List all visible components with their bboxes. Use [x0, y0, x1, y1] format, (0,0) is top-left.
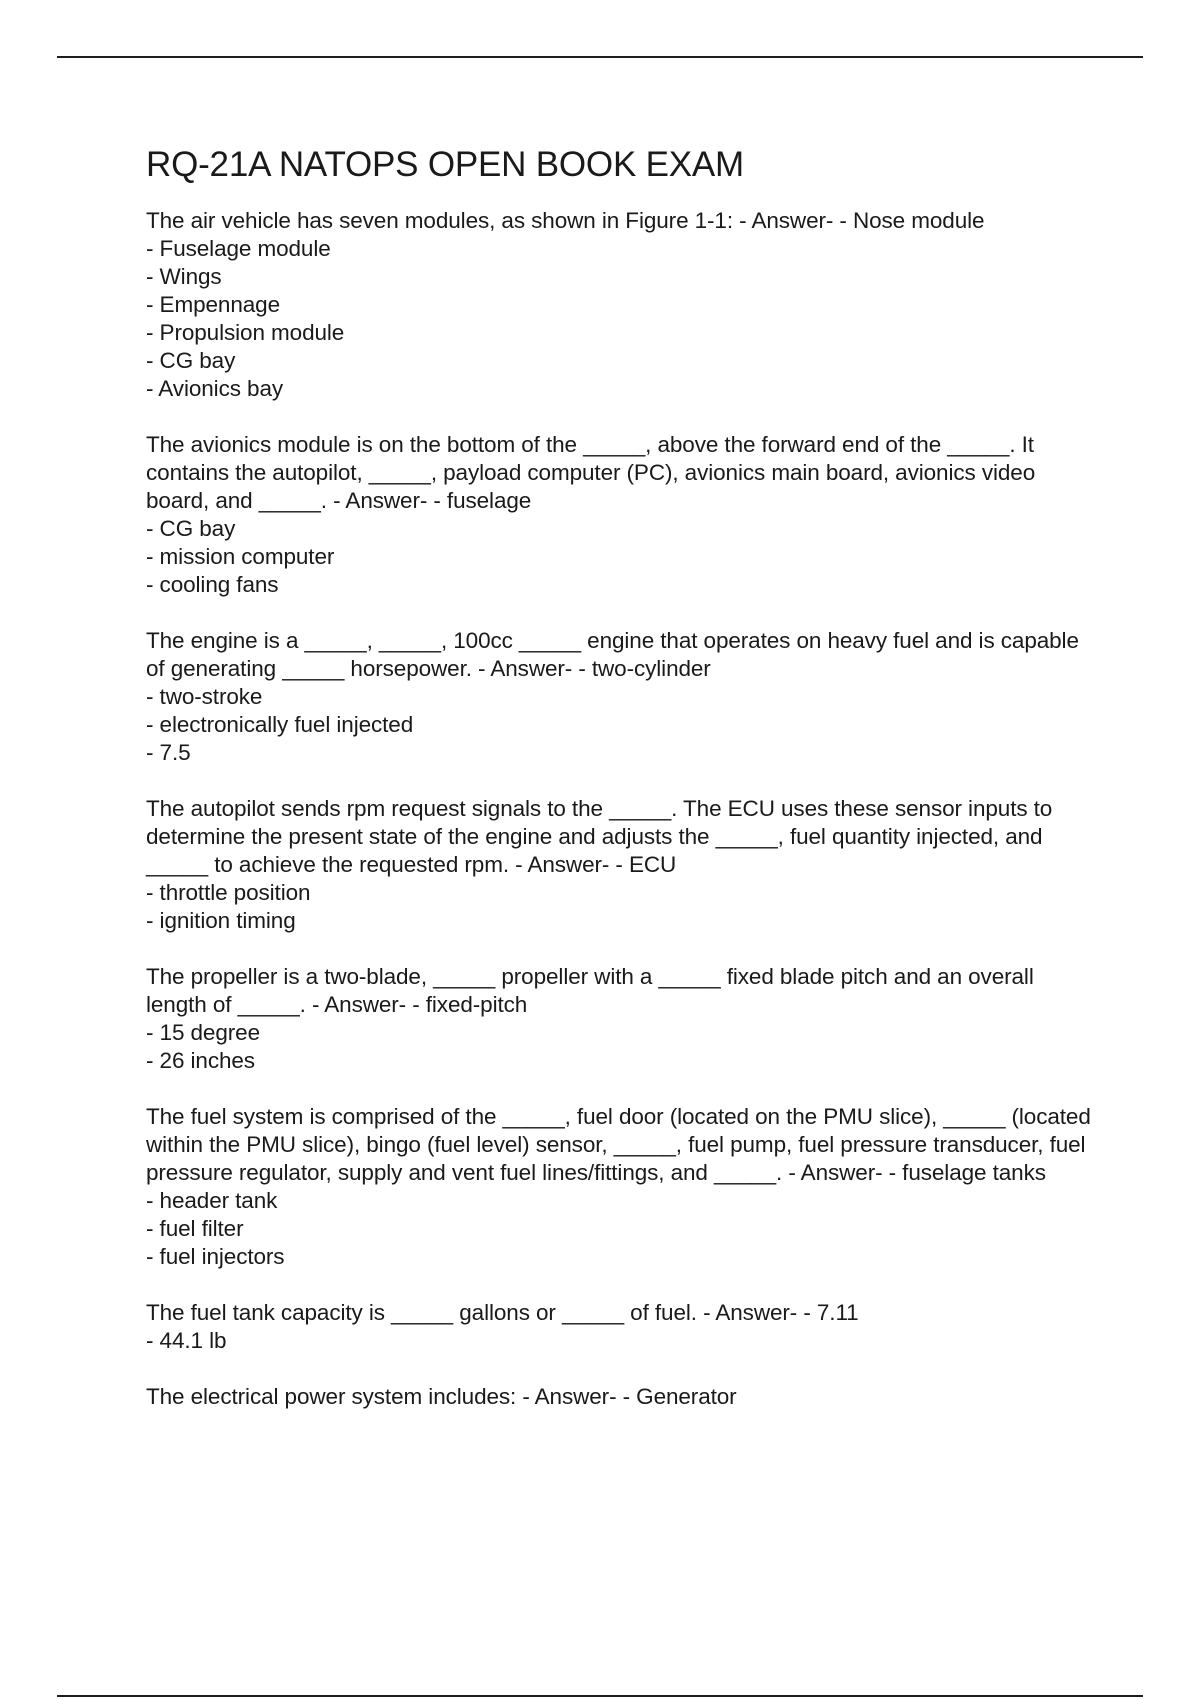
answer-item: - throttle position: [146, 880, 311, 905]
question-text: The air vehicle has seven modules, as shown in Figure 1-1: - Answer- - Nose module: [146, 208, 985, 233]
answer-item: - header tank: [146, 1188, 278, 1213]
answer-item: - 26 inches: [146, 1048, 255, 1073]
document-body: [146, 145, 1096, 1439]
answer-item: - Propulsion module: [146, 320, 345, 345]
question-text: The autopilot sends rpm request signals to the _____. The ECU uses these sensor inputs to determine the present state of the engine and adjusts the _____, fuel quantity injected, and _____ to achieve the requested rpm. - Answer- - ECU: [146, 796, 1053, 877]
question-text: The fuel tank capacity is _____ gallons or _____ of fuel. - Answer- - 7.11: [146, 1300, 859, 1325]
question-text: The engine is a _____, _____, 100cc _____ engine that operates on heavy fuel and is capable of generating _____ horsepower. - Answer- - two-cylinder: [146, 628, 1079, 681]
answer-item: - 15 degree: [146, 1020, 260, 1045]
question-block-1: [146, 207, 1096, 403]
answer-item: - 7.5: [146, 740, 191, 765]
answer-item: - fuel filter: [146, 1216, 244, 1241]
answer-item: - two-stroke: [146, 684, 263, 709]
question-block-6: [146, 1103, 1096, 1271]
question-text: The propeller is a two-blade, _____ propeller with a _____ fixed blade pitch and an overall length of _____. - Answer- - fixed-pitch: [146, 964, 1034, 1017]
question-block-7: [146, 1299, 1096, 1355]
question-block-4: [146, 795, 1096, 935]
question-text: The avionics module is on the bottom of the _____, above the forward end of the _____. It contains the autopilot, _____, payload computer (PC), avionics main board, avionics video board, and _____. - Answer- - fuselage: [146, 432, 1036, 513]
top-rule: [57, 56, 1143, 58]
answer-item: - electronically fuel injected: [146, 712, 414, 737]
document-title: RQ-21A NATOPS OPEN BOOK EXAM: [146, 145, 744, 184]
answer-item: - mission computer: [146, 544, 335, 569]
answer-item: - CG bay: [146, 516, 236, 541]
answer-item: - Fuselage module: [146, 236, 331, 261]
question-block-3: [146, 627, 1096, 767]
question-text: The fuel system is comprised of the _____, fuel door (located on the PMU slice), _____ (located within the PMU slice), bingo (fuel level) sensor, _____, fuel pump, fuel pressure transducer, fuel pressure regulator, supply and vent fuel lines/fittings, and _____. - Answer- - fuselage tanks: [146, 1104, 1091, 1185]
question-block-8: [146, 1383, 1096, 1411]
answer-item: - 44.1 lb: [146, 1328, 227, 1353]
question-text: The electrical power system includes: - Answer- - Generator: [146, 1384, 737, 1409]
bottom-rule: [57, 1695, 1143, 1697]
answer-item: - Avionics bay: [146, 376, 284, 401]
question-block-5: [146, 963, 1096, 1075]
answer-item: - fuel injectors: [146, 1244, 285, 1269]
answer-item: - Wings: [146, 264, 222, 289]
question-block-2: [146, 431, 1096, 599]
answer-item: - cooling fans: [146, 572, 279, 597]
answer-item: - ignition timing: [146, 908, 296, 933]
answer-item: - CG bay: [146, 348, 236, 373]
answer-item: - Empennage: [146, 292, 280, 317]
